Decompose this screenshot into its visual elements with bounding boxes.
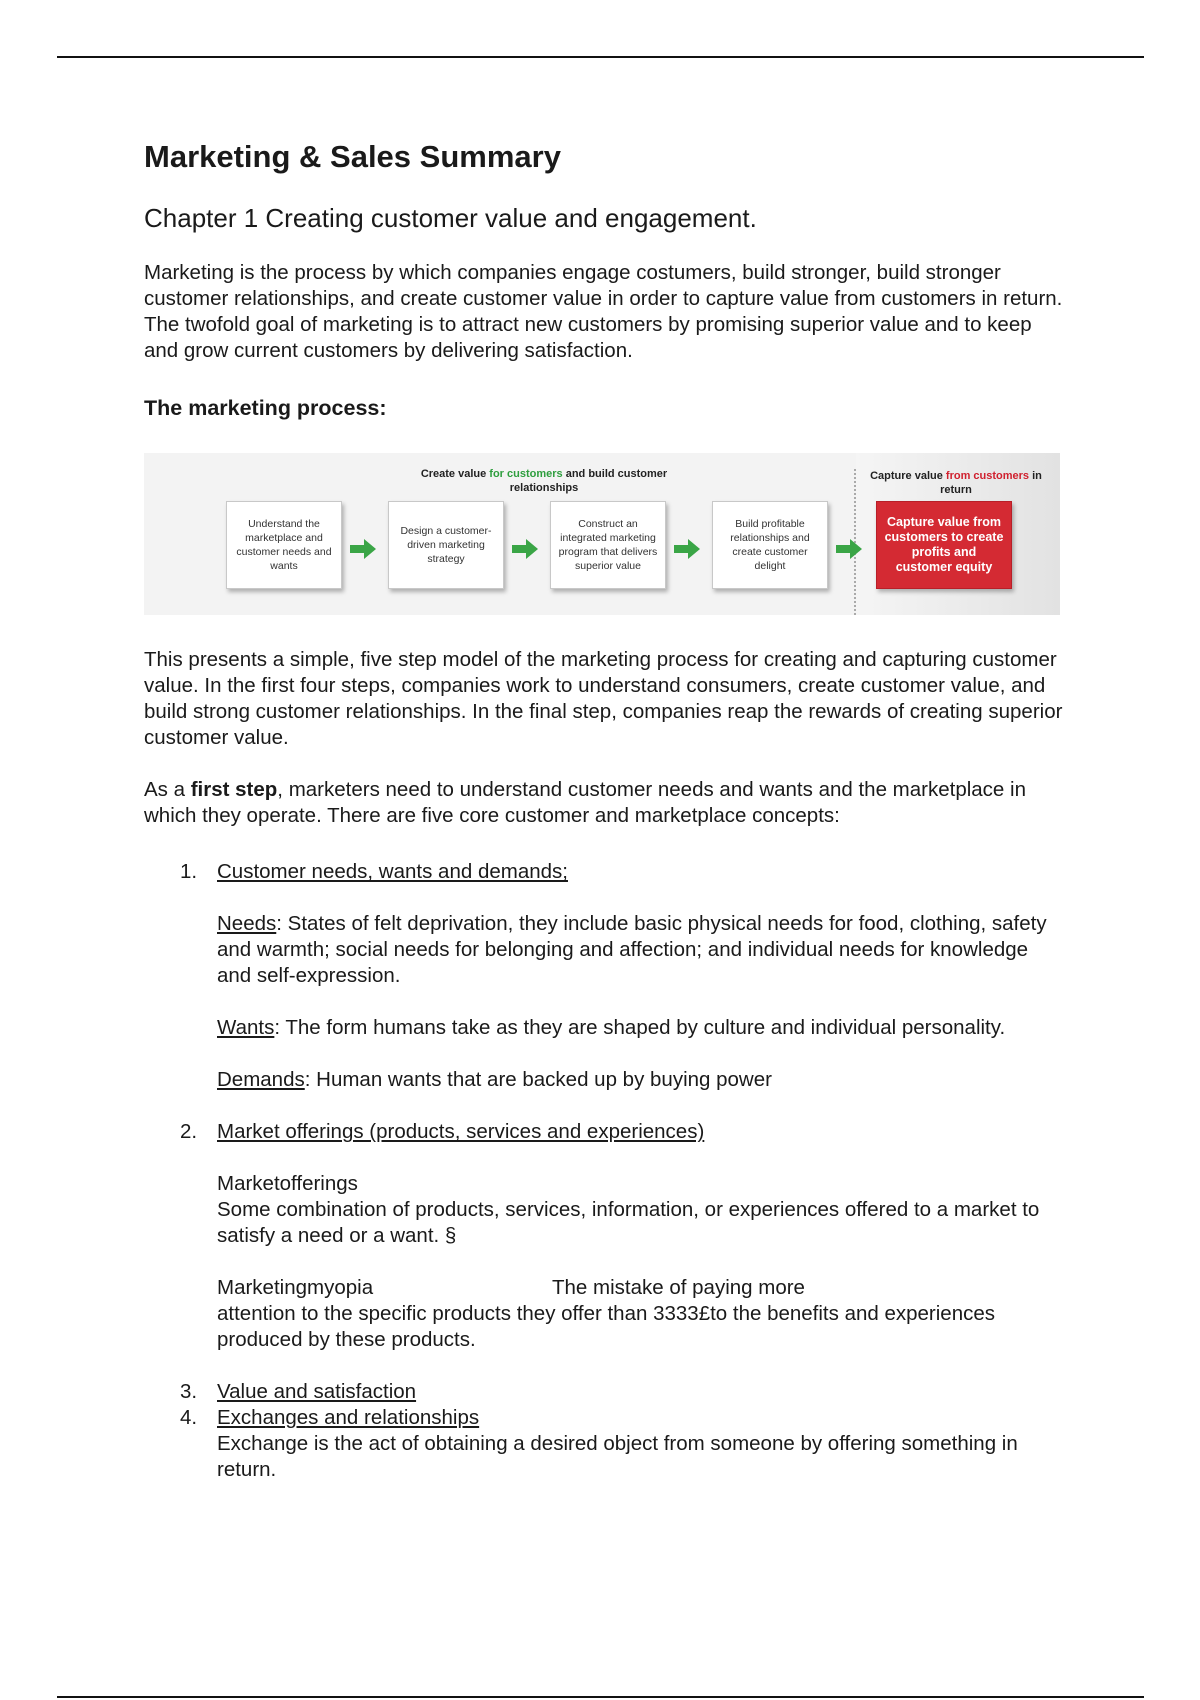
list-item-title: Customer needs, wants and demands; <box>217 860 568 884</box>
list-number: 1. <box>180 860 198 884</box>
first-step-bold: first step <box>190 778 278 802</box>
wants-text: : The form humans take as they are shaped by culture and individual personality. <box>274 1016 1006 1040</box>
diagram-header-capture-value <box>866 469 1046 497</box>
myopia-definition-rest: attention to the specific products they offer than 3333£to the benefits and experiences produced by these products. <box>217 1302 996 1352</box>
list-item <box>144 859 1064 1093</box>
demands-term: Demands <box>217 1068 305 1092</box>
list-item-title: Exchanges and relationships <box>217 1406 480 1430</box>
list-item <box>144 1119 1064 1353</box>
intro-paragraph: Marketing is the process by which companies engage costumers, build stronger, build stronger customer relationships, and create customer value in order to capture value from customers in return. The twofold goal of marketing is to attract new customers by promising superior value and to keep and grow current customers by delivering satisfaction. <box>144 261 1063 363</box>
chapter-heading: Chapter 1 Creating customer value and engagement. <box>144 203 757 234</box>
first-step-paragraph <box>144 777 1064 829</box>
list-number: 4. <box>180 1406 198 1430</box>
wants-definition <box>217 1015 1064 1041</box>
document-body <box>144 138 1064 1483</box>
process-step-2: Design a customer-driven marketing strategy <box>388 501 504 589</box>
page-bottom-rule <box>57 1696 1144 1698</box>
first-step-text-a: As a <box>144 778 191 802</box>
wants-term: Wants <box>217 1016 275 1040</box>
demands-definition <box>217 1067 1064 1093</box>
myopia-term: Marketingmyopia <box>217 1276 374 1300</box>
header-right-part3: in return <box>940 470 1042 497</box>
header-left-part1: Create value <box>420 468 490 481</box>
needs-definition <box>217 911 1064 989</box>
header-left-part2: for customers <box>489 468 563 481</box>
needs-text: : States of felt deprivation, they include basic physical needs for food, clothing, safety and warmth; social needs for belonging and affection; and individual needs for knowledge and self-expression. <box>217 912 1047 988</box>
core-concepts-list <box>144 859 1064 1483</box>
offerings-definition: Some combination of products, services, information, or experiences offered to a market to satisfy a need or a want. § <box>217 1198 1040 1248</box>
list-item <box>144 1405 1064 1483</box>
model-paragraph: This presents a simple, five step model of the marketing process for creating and capturing customer value. In the first four steps, companies work to understand consumers, create customer value, and build strong customer relationships. In the final step, companies reap the rewards of creating superior customer value. <box>144 648 1063 750</box>
list-item <box>144 1379 1064 1405</box>
list-item-title: Market offerings (products, services and experiences) <box>217 1120 705 1144</box>
exchange-definition: Exchange is the act of obtaining a desired object from someone by offering something in return. <box>217 1432 1018 1482</box>
right-arrow-icon <box>834 537 864 561</box>
right-arrow-icon <box>672 537 702 561</box>
right-arrow-icon <box>348 537 378 561</box>
header-right-part1: Capture value <box>870 470 946 483</box>
header-left-part3: and build customer relationships <box>509 468 668 495</box>
process-step-5: Capture value from customers to create profits and customer equity <box>876 501 1012 589</box>
process-heading: The marketing process: <box>144 396 387 421</box>
list-number: 3. <box>180 1380 198 1404</box>
process-step-4: Build profitable relationships and create customer delight <box>712 501 828 589</box>
demands-text: : Human wants that are backed up by buying power <box>304 1068 772 1092</box>
right-arrow-icon <box>510 537 540 561</box>
list-item-title: Value and satisfaction <box>217 1380 417 1404</box>
offerings-term: Marketofferings <box>217 1172 358 1196</box>
process-step-1: Understand the marketplace and customer needs and wants <box>226 501 342 589</box>
list-number: 2. <box>180 1120 198 1144</box>
needs-term: Needs <box>217 912 277 936</box>
myopia-definition-start: The mistake of paying more <box>552 1276 805 1300</box>
marketing-process-diagram <box>144 451 1060 617</box>
page-top-rule <box>57 56 1144 58</box>
first-step-text-b: , marketers need to understand customer needs and wants and the marketplace in which they operate. There are five core customer and marketplace concepts: <box>144 778 1026 828</box>
process-step-3: Construct an integrated marketing program that delivers superior value <box>550 501 666 589</box>
myopia-row <box>217 1275 1064 1301</box>
document-title: Marketing & Sales Summary <box>144 139 561 174</box>
header-right-part2: from customers <box>945 470 1030 483</box>
diagram-header-create-value <box>414 467 674 495</box>
